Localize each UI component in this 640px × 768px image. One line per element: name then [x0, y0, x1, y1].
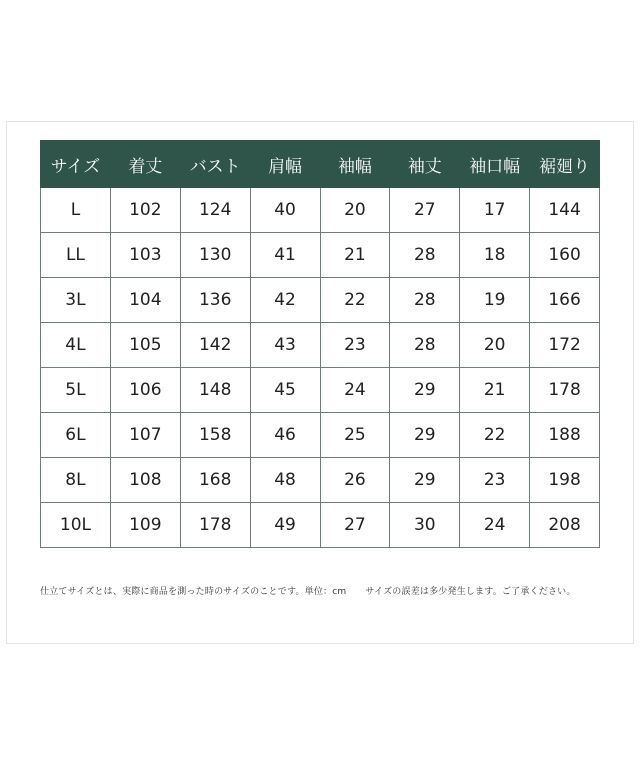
- table-cell: 26: [320, 458, 390, 503]
- header-cuff-width: 袖口幅: [460, 141, 530, 188]
- table-cell: 198: [530, 458, 600, 503]
- table-cell: 105: [110, 323, 180, 368]
- table-cell: 166: [530, 278, 600, 323]
- table-cell: 6L: [41, 413, 111, 458]
- table-row: [41, 278, 600, 323]
- size-note: [40, 584, 610, 597]
- table-cell: 130: [180, 233, 250, 278]
- table-cell: 22: [320, 278, 390, 323]
- header-size: サイズ: [41, 141, 111, 188]
- table-cell: 27: [390, 188, 460, 233]
- table-row: [41, 458, 600, 503]
- header-bust: バスト: [180, 141, 250, 188]
- table-cell: 28: [390, 278, 460, 323]
- table-cell: 107: [110, 413, 180, 458]
- table-row: [41, 413, 600, 458]
- table-cell: 178: [530, 368, 600, 413]
- table-cell: LL: [41, 233, 111, 278]
- table-cell: 48: [250, 458, 320, 503]
- header-hem: 裾廻り: [530, 141, 600, 188]
- table-cell: 188: [530, 413, 600, 458]
- table-cell: 172: [530, 323, 600, 368]
- table-cell: 3L: [41, 278, 111, 323]
- table-cell: 28: [390, 233, 460, 278]
- table-cell: 46: [250, 413, 320, 458]
- table-cell: 49: [250, 503, 320, 548]
- table-cell: 109: [110, 503, 180, 548]
- table-cell: 142: [180, 323, 250, 368]
- table-cell: 40: [250, 188, 320, 233]
- table-cell: 21: [460, 368, 530, 413]
- table-cell: 21: [320, 233, 390, 278]
- table-cell: 19: [460, 278, 530, 323]
- table-cell: 29: [390, 458, 460, 503]
- table-cell: 28: [390, 323, 460, 368]
- table-cell: 23: [460, 458, 530, 503]
- table-cell: 108: [110, 458, 180, 503]
- note-measure-text: 仕立てサイズとは、実際に商品を測った時のサイズのことです。単位：cm: [40, 587, 347, 597]
- table-row: [41, 323, 600, 368]
- table-cell: L: [41, 188, 111, 233]
- table-cell: 103: [110, 233, 180, 278]
- table-cell: 17: [460, 188, 530, 233]
- table-body: [41, 188, 600, 548]
- table-cell: 42: [250, 278, 320, 323]
- table-row: [41, 188, 600, 233]
- table-cell: 24: [460, 503, 530, 548]
- table-cell: 136: [180, 278, 250, 323]
- header-sleeve-length: 袖丈: [390, 141, 460, 188]
- table-cell: 41: [250, 233, 320, 278]
- header-shoulder: 肩幅: [250, 141, 320, 188]
- table-row: [41, 503, 600, 548]
- note-variance-text: サイズの誤差は多少発生します。ご了承ください。: [365, 587, 576, 597]
- table-cell: 178: [180, 503, 250, 548]
- table-cell: 158: [180, 413, 250, 458]
- table-cell: 102: [110, 188, 180, 233]
- table-cell: 20: [460, 323, 530, 368]
- table-cell: 104: [110, 278, 180, 323]
- table-cell: 5L: [41, 368, 111, 413]
- table-cell: 43: [250, 323, 320, 368]
- table-row: [41, 368, 600, 413]
- table-cell: 25: [320, 413, 390, 458]
- table-cell: 29: [390, 368, 460, 413]
- table-cell: 144: [530, 188, 600, 233]
- table-cell: 168: [180, 458, 250, 503]
- table-cell: 29: [390, 413, 460, 458]
- header-length: 着丈: [110, 141, 180, 188]
- table-cell: 27: [320, 503, 390, 548]
- table-cell: 106: [110, 368, 180, 413]
- table-cell: 4L: [41, 323, 111, 368]
- table-cell: 124: [180, 188, 250, 233]
- table-cell: 45: [250, 368, 320, 413]
- table-cell: 24: [320, 368, 390, 413]
- table-cell: 20: [320, 188, 390, 233]
- table-cell: 22: [460, 413, 530, 458]
- table-row: [41, 233, 600, 278]
- size-table: [40, 140, 600, 548]
- table-cell: 18: [460, 233, 530, 278]
- header-sleeve-width: 袖幅: [320, 141, 390, 188]
- table-cell: 30: [390, 503, 460, 548]
- table-cell: 148: [180, 368, 250, 413]
- table-cell: 8L: [41, 458, 111, 503]
- table-header-row: [41, 141, 600, 188]
- table-cell: 208: [530, 503, 600, 548]
- table-cell: 10L: [41, 503, 111, 548]
- table-cell: 160: [530, 233, 600, 278]
- table-cell: 23: [320, 323, 390, 368]
